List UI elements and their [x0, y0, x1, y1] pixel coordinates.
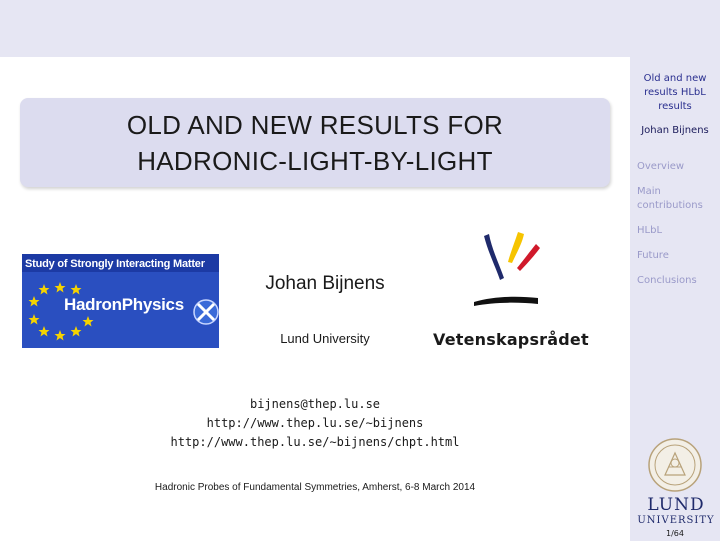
- top-banner: [0, 0, 630, 57]
- contact-chpt-page[interactable]: http://www.thep.lu.se/∼bijnens/chpt.html: [170, 435, 460, 449]
- sidebar-item-future[interactable]: Future: [637, 250, 669, 261]
- sidebar-item-overview[interactable]: Overview: [637, 161, 685, 172]
- hadronphysics-logo: [22, 254, 219, 348]
- hadronphysics-tagline: Study of Strongly Interacting Matter: [25, 258, 205, 270]
- sidebar-item-conclusions[interactable]: Conclusions: [637, 275, 697, 286]
- hadronphysics-name: HadronPhysics: [64, 295, 184, 314]
- sidebar-author: Johan Bijnens: [641, 125, 709, 136]
- sidebar-item-main-contributions[interactable]: Main contributions: [637, 186, 703, 211]
- lund-seal-icon: [647, 437, 703, 493]
- lund-university-logo: LUND UNIVERSITY: [637, 495, 715, 526]
- sidebar-talk-title[interactable]: Old and new results HLbL results: [643, 73, 707, 112]
- contact-block: [100, 395, 530, 452]
- conference-line: Hadronic Probes of Fundamental Symmetries, Amherst, 6-8 March 2014: [154, 482, 476, 493]
- vetenskapsradet-wordmark: Vetenskapsrådet: [433, 330, 589, 349]
- contact-email[interactable]: bijnens@thep.lu.se: [249, 397, 381, 411]
- vetenskapsradet-mark-icon: [470, 222, 550, 312]
- page-number: 1/64: [666, 529, 684, 538]
- contact-homepage[interactable]: http://www.thep.lu.se/∼bijnens: [206, 416, 424, 430]
- slide-author: Johan Bijnens: [265, 273, 385, 294]
- sidebar-item-hlbl[interactable]: HLbL: [637, 225, 663, 236]
- slide-title-line-2: HADRONIC-LIGHT-BY-LIGHT: [137, 145, 493, 176]
- sidebar-nav: [637, 160, 717, 299]
- slide-title-line-1: OLD AND NEW RESULTS FOR: [126, 109, 504, 140]
- title-box: [20, 98, 610, 187]
- slide-affiliation: Lund University: [280, 331, 370, 346]
- hadronphysics-cross-icon: [194, 300, 218, 324]
